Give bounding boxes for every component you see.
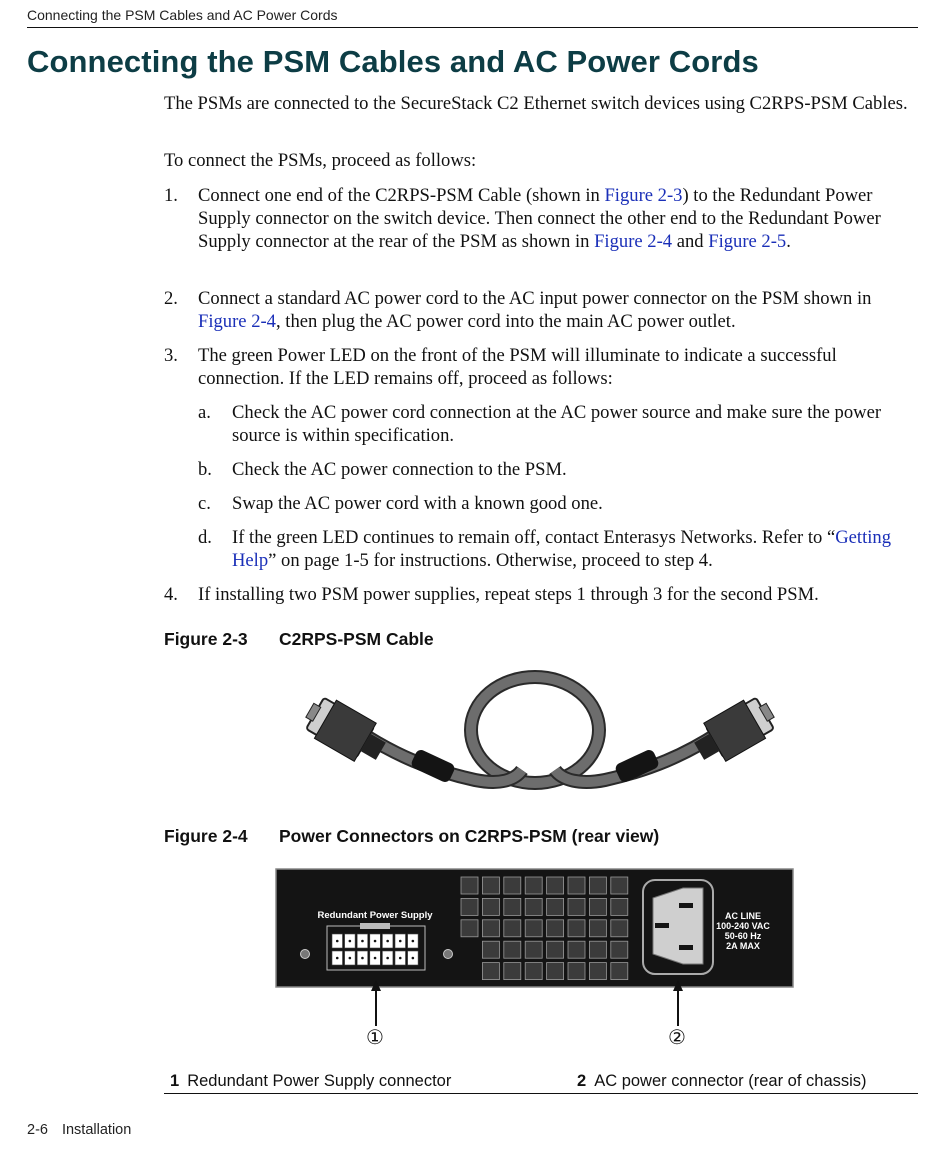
- vent-hole: [525, 877, 542, 894]
- substep-text: [232, 526, 916, 572]
- footer-section: Installation: [61, 1122, 132, 1138]
- vent-hole: [547, 941, 564, 958]
- step-number: 2.: [164, 288, 178, 309]
- ac-pin-earth: [655, 923, 669, 928]
- vent-hole: [461, 898, 478, 915]
- header-rule: [27, 27, 918, 28]
- page-footer: [27, 1122, 131, 1138]
- rps-connector-key: [360, 923, 390, 929]
- step-text: [198, 287, 916, 333]
- rps-pin-contact: [412, 957, 415, 960]
- legend-number: 1: [170, 1072, 180, 1090]
- substep-letter: a.: [198, 402, 211, 423]
- figure-title: Power Connectors on C2RPS-PSM (rear view): [279, 826, 660, 846]
- figure-title: C2RPS-PSM Cable: [279, 629, 434, 649]
- section-title: Connecting the PSM Cables and AC Power Cords: [27, 44, 759, 79]
- vent-hole: [482, 920, 499, 937]
- step-text-part: and: [672, 231, 709, 252]
- figure-2-3-caption: [164, 629, 434, 650]
- vent-hole: [611, 898, 628, 915]
- list-item-step-4: [164, 583, 916, 606]
- vent-hole: [461, 920, 478, 937]
- figure-2-5-link[interactable]: Figure 2-5: [708, 231, 787, 252]
- legend-item-2: [577, 1072, 867, 1091]
- step-text-part: Connect a standard AC power cord to the AC input power connector on the PSM shown in: [198, 288, 872, 309]
- figure-label: Figure 2-4: [164, 826, 248, 846]
- substep-text: Check the AC power connection to the PSM.: [232, 459, 567, 480]
- list-item-substep-c: [198, 492, 916, 515]
- rps-pin-contact: [361, 940, 364, 943]
- step-number: 3.: [164, 345, 178, 366]
- figure-2-4-link[interactable]: Figure 2-4: [594, 231, 673, 252]
- vent-hole: [611, 920, 628, 937]
- vent-hole: [589, 898, 606, 915]
- ac-rating-line: 100-240 VAC: [716, 921, 770, 931]
- list-item-step-3: [164, 344, 916, 390]
- vent-hole: [504, 920, 521, 937]
- ac-rating-line: 50-60 Hz: [724, 931, 762, 941]
- vent-hole: [525, 898, 542, 915]
- page-number: 2-6: [27, 1122, 48, 1138]
- vent-hole: [568, 898, 585, 915]
- ac-pin-neutral: [679, 945, 693, 950]
- vent-hole: [525, 920, 542, 937]
- vent-hole: [589, 877, 606, 894]
- rps-label: Redundant Power Supply: [317, 910, 433, 921]
- rps-pin-contact: [386, 940, 389, 943]
- vent-hole: [461, 877, 478, 894]
- substep-text-part: If the green LED continues to remain off, contact Enterasys Networks. Refer to “: [232, 527, 836, 548]
- legend-item-1: [170, 1072, 451, 1091]
- intro-paragraph: The PSMs are connected to the SecureStack C2 Ethernet switch devices using C2RPS-PSM Cables.: [164, 93, 908, 114]
- substep-text-part: ” on page 1-5 for instructions. Otherwise, proceed to step 4.: [268, 550, 713, 571]
- callout-2-arrowhead: [673, 980, 683, 991]
- rps-pin-contact: [361, 957, 364, 960]
- vent-hole: [589, 941, 606, 958]
- step-text: If installing two PSM power supplies, repeat steps 1 through 3 for the second PSM.: [198, 584, 819, 605]
- getting-help-link[interactable]: Getting Help: [232, 527, 892, 571]
- step-number: 1.: [164, 185, 178, 206]
- rps-pin-contact: [336, 940, 339, 943]
- substep-text: Swap the AC power cord with a known good one.: [232, 493, 603, 514]
- ac-pin-line: [679, 903, 693, 908]
- list-item-substep-d: [198, 526, 916, 572]
- rps-pin-contact: [349, 957, 352, 960]
- callout-1-marker: ①: [366, 1025, 384, 1049]
- step-text: [198, 184, 916, 253]
- list-item-substep-a: [198, 401, 916, 447]
- rps-pin-contact: [399, 940, 402, 943]
- legend-text: Redundant Power Supply connector: [187, 1072, 452, 1090]
- vent-hole: [504, 877, 521, 894]
- vent-hole: [568, 920, 585, 937]
- vent-hole: [568, 941, 585, 958]
- mount-screw: [444, 950, 453, 959]
- mount-screw: [301, 950, 310, 959]
- ac-rating-line: 2A MAX: [726, 941, 760, 951]
- rps-pin-contact: [374, 957, 377, 960]
- substep-letter: d.: [198, 527, 212, 548]
- vent-hole: [547, 877, 564, 894]
- step-number: 4.: [164, 584, 178, 605]
- figure-2-3-link[interactable]: Figure 2-3: [604, 185, 683, 206]
- rps-pin-contact: [412, 940, 415, 943]
- callout-1-arrowhead: [371, 980, 381, 991]
- vent-hole: [504, 941, 521, 958]
- rps-pin-contact: [399, 957, 402, 960]
- intro-lead: To connect the PSMs, proceed as follows:: [164, 150, 477, 171]
- vent-hole: [589, 920, 606, 937]
- vent-hole: [568, 877, 585, 894]
- step-text-part: Connect one end of the C2RPS-PSM Cable (shown in: [198, 185, 605, 206]
- vent-hole: [611, 877, 628, 894]
- substep-letter: b.: [198, 459, 212, 480]
- running-header: Connecting the PSM Cables and AC Power Cords: [27, 7, 338, 23]
- legend-text: AC power connector (rear of chassis): [594, 1072, 867, 1090]
- figure-label: Figure 2-3: [164, 629, 248, 649]
- legend-rule: [164, 1093, 918, 1094]
- legend-number: 2: [577, 1072, 587, 1090]
- psm-rear-panel-illustration: [275, 868, 795, 990]
- figure-2-4-caption: [164, 826, 659, 847]
- vent-hole: [482, 877, 499, 894]
- vent-hole: [547, 920, 564, 937]
- step-text-part: ) to the Redundant Power Supply connector on the switch device. Then connect the other end to the Redundant Power Supply connector at the rear of the PSM as shown in: [198, 185, 881, 252]
- ac-rating-line: AC LINE: [725, 911, 761, 921]
- callout-2-marker: ②: [668, 1025, 686, 1049]
- callout-arrows: [360, 978, 700, 1028]
- step-text-part: .: [786, 231, 791, 252]
- list-item-step-1: [164, 184, 916, 253]
- vent-hole: [504, 898, 521, 915]
- vent-hole: [547, 898, 564, 915]
- vent-hole: [525, 941, 542, 958]
- rps-pin-contact: [349, 940, 352, 943]
- vent-hole: [482, 941, 499, 958]
- substep-letter: c.: [198, 493, 211, 514]
- substep-text: Check the AC power cord connection at the AC power source and make sure the power source is within specification.: [232, 402, 882, 446]
- list-item-substep-b: [198, 458, 916, 481]
- rps-pin-contact: [386, 957, 389, 960]
- step-text: The green Power LED on the front of the PSM will illuminate to indicate a successful connection. If the LED remains off, proceed as follows:: [198, 345, 837, 389]
- figure-2-4-link[interactable]: Figure 2-4: [198, 311, 276, 332]
- c2rps-psm-cable-illustration: [300, 670, 780, 810]
- vent-hole: [482, 898, 499, 915]
- list-item-step-2: [164, 287, 916, 333]
- vent-hole: [611, 941, 628, 958]
- rps-pin-contact: [336, 957, 339, 960]
- step-text-part: , then plug the AC power cord into the main AC power outlet.: [275, 311, 736, 332]
- rps-pin-contact: [374, 940, 377, 943]
